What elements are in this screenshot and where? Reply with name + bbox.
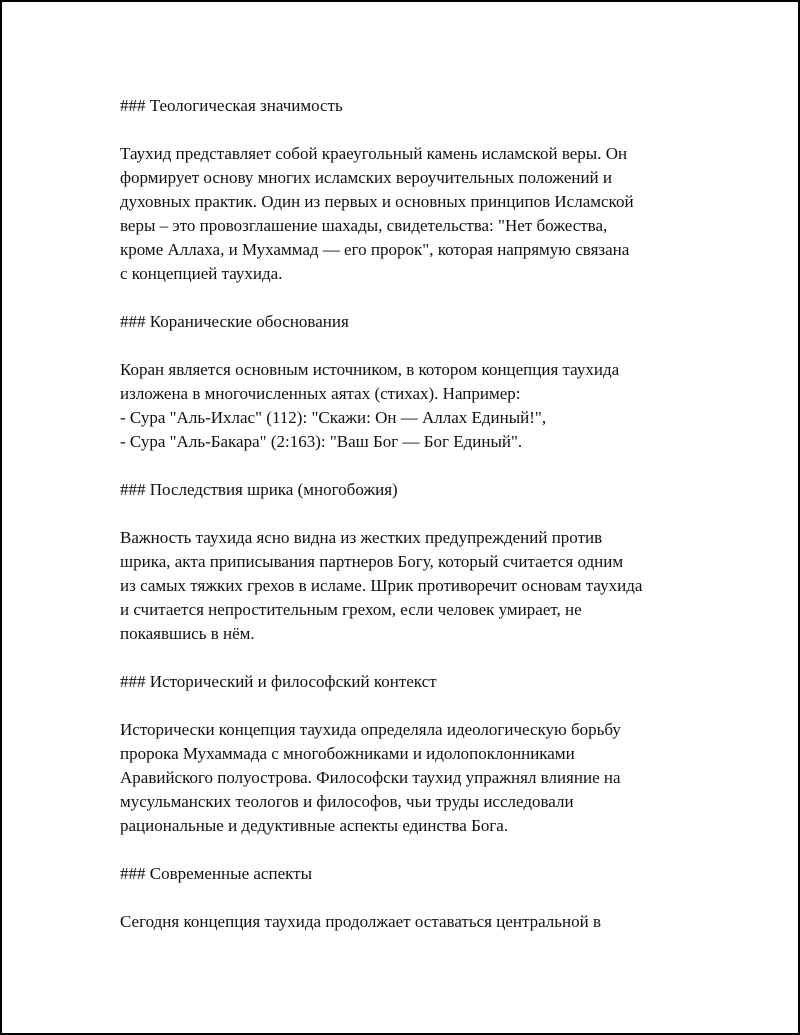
text-line: - Сура "Аль-Ихлас" (112): "Скажи: Он — Аллах Единый!",: [120, 408, 547, 427]
text-line: с концепцией таухида.: [120, 264, 283, 283]
text-line: изложена в многочисленных аятах (стихах). Например:: [120, 384, 521, 403]
section-heading: ### Современные аспекты: [120, 864, 312, 883]
section-heading: ### Исторический и философский контекст: [120, 672, 437, 691]
text-line: Исторически концепция таухида определяла идеологическую борьбу: [120, 720, 621, 739]
paragraph: [120, 718, 700, 838]
paragraph: [120, 910, 700, 934]
text-line: покаявшись в нём.: [120, 624, 255, 643]
section-heading: ### Коранические обоснования: [120, 312, 349, 331]
text-line: мусульманских теологов и философов, чьи труды исследовали: [120, 792, 574, 811]
text-line: пророка Мухаммада с многобожниками и идолопоклонниками: [120, 744, 575, 763]
text-line: из самых тяжких грехов в исламе. Шрик противоречит основам таухида: [120, 576, 643, 595]
text-line: веры – это провозглашение шахады, свидетельства: "Нет божества,: [120, 216, 608, 235]
text-line: Важность таухида ясно видна из жестких предупреждений против: [120, 528, 603, 547]
text-line: шрика, акта приписывания партнеров Богу, который считается одним: [120, 552, 624, 571]
paragraph: [120, 526, 700, 646]
section-heading: ### Последствия шрика (многобожия): [120, 480, 398, 499]
text-line: Коран является основным источником, в котором концепция таухида: [120, 360, 620, 379]
text-line: Аравийского полуострова. Философски таухид упражнял влияние на: [120, 768, 621, 787]
text-line: Сегодня концепция таухида продолжает оставаться центральной в: [120, 912, 601, 931]
document-body: [120, 94, 700, 958]
paragraph: [120, 358, 700, 454]
text-line: формирует основу многих исламских вероучительных положений и: [120, 168, 613, 187]
text-line: духовных практик. Один из первых и основных принципов Исламской: [120, 192, 634, 211]
text-line: Таухид представляет собой краеугольный камень исламской веры. Он: [120, 144, 628, 163]
text-line: кроме Аллаха, и Мухаммад — его пророк", которая напрямую связана: [120, 240, 630, 259]
text-line: и считается непростительным грехом, если человек умирает, не: [120, 600, 582, 619]
text-line: рациональные и дедуктивные аспекты единства Бога.: [120, 816, 509, 835]
text-line: - Сура "Аль-Бакара" (2:163): "Ваш Бог — Бог Единый".: [120, 432, 523, 451]
section-heading: ### Теологическая значимость: [120, 96, 343, 115]
paragraph: [120, 142, 700, 286]
